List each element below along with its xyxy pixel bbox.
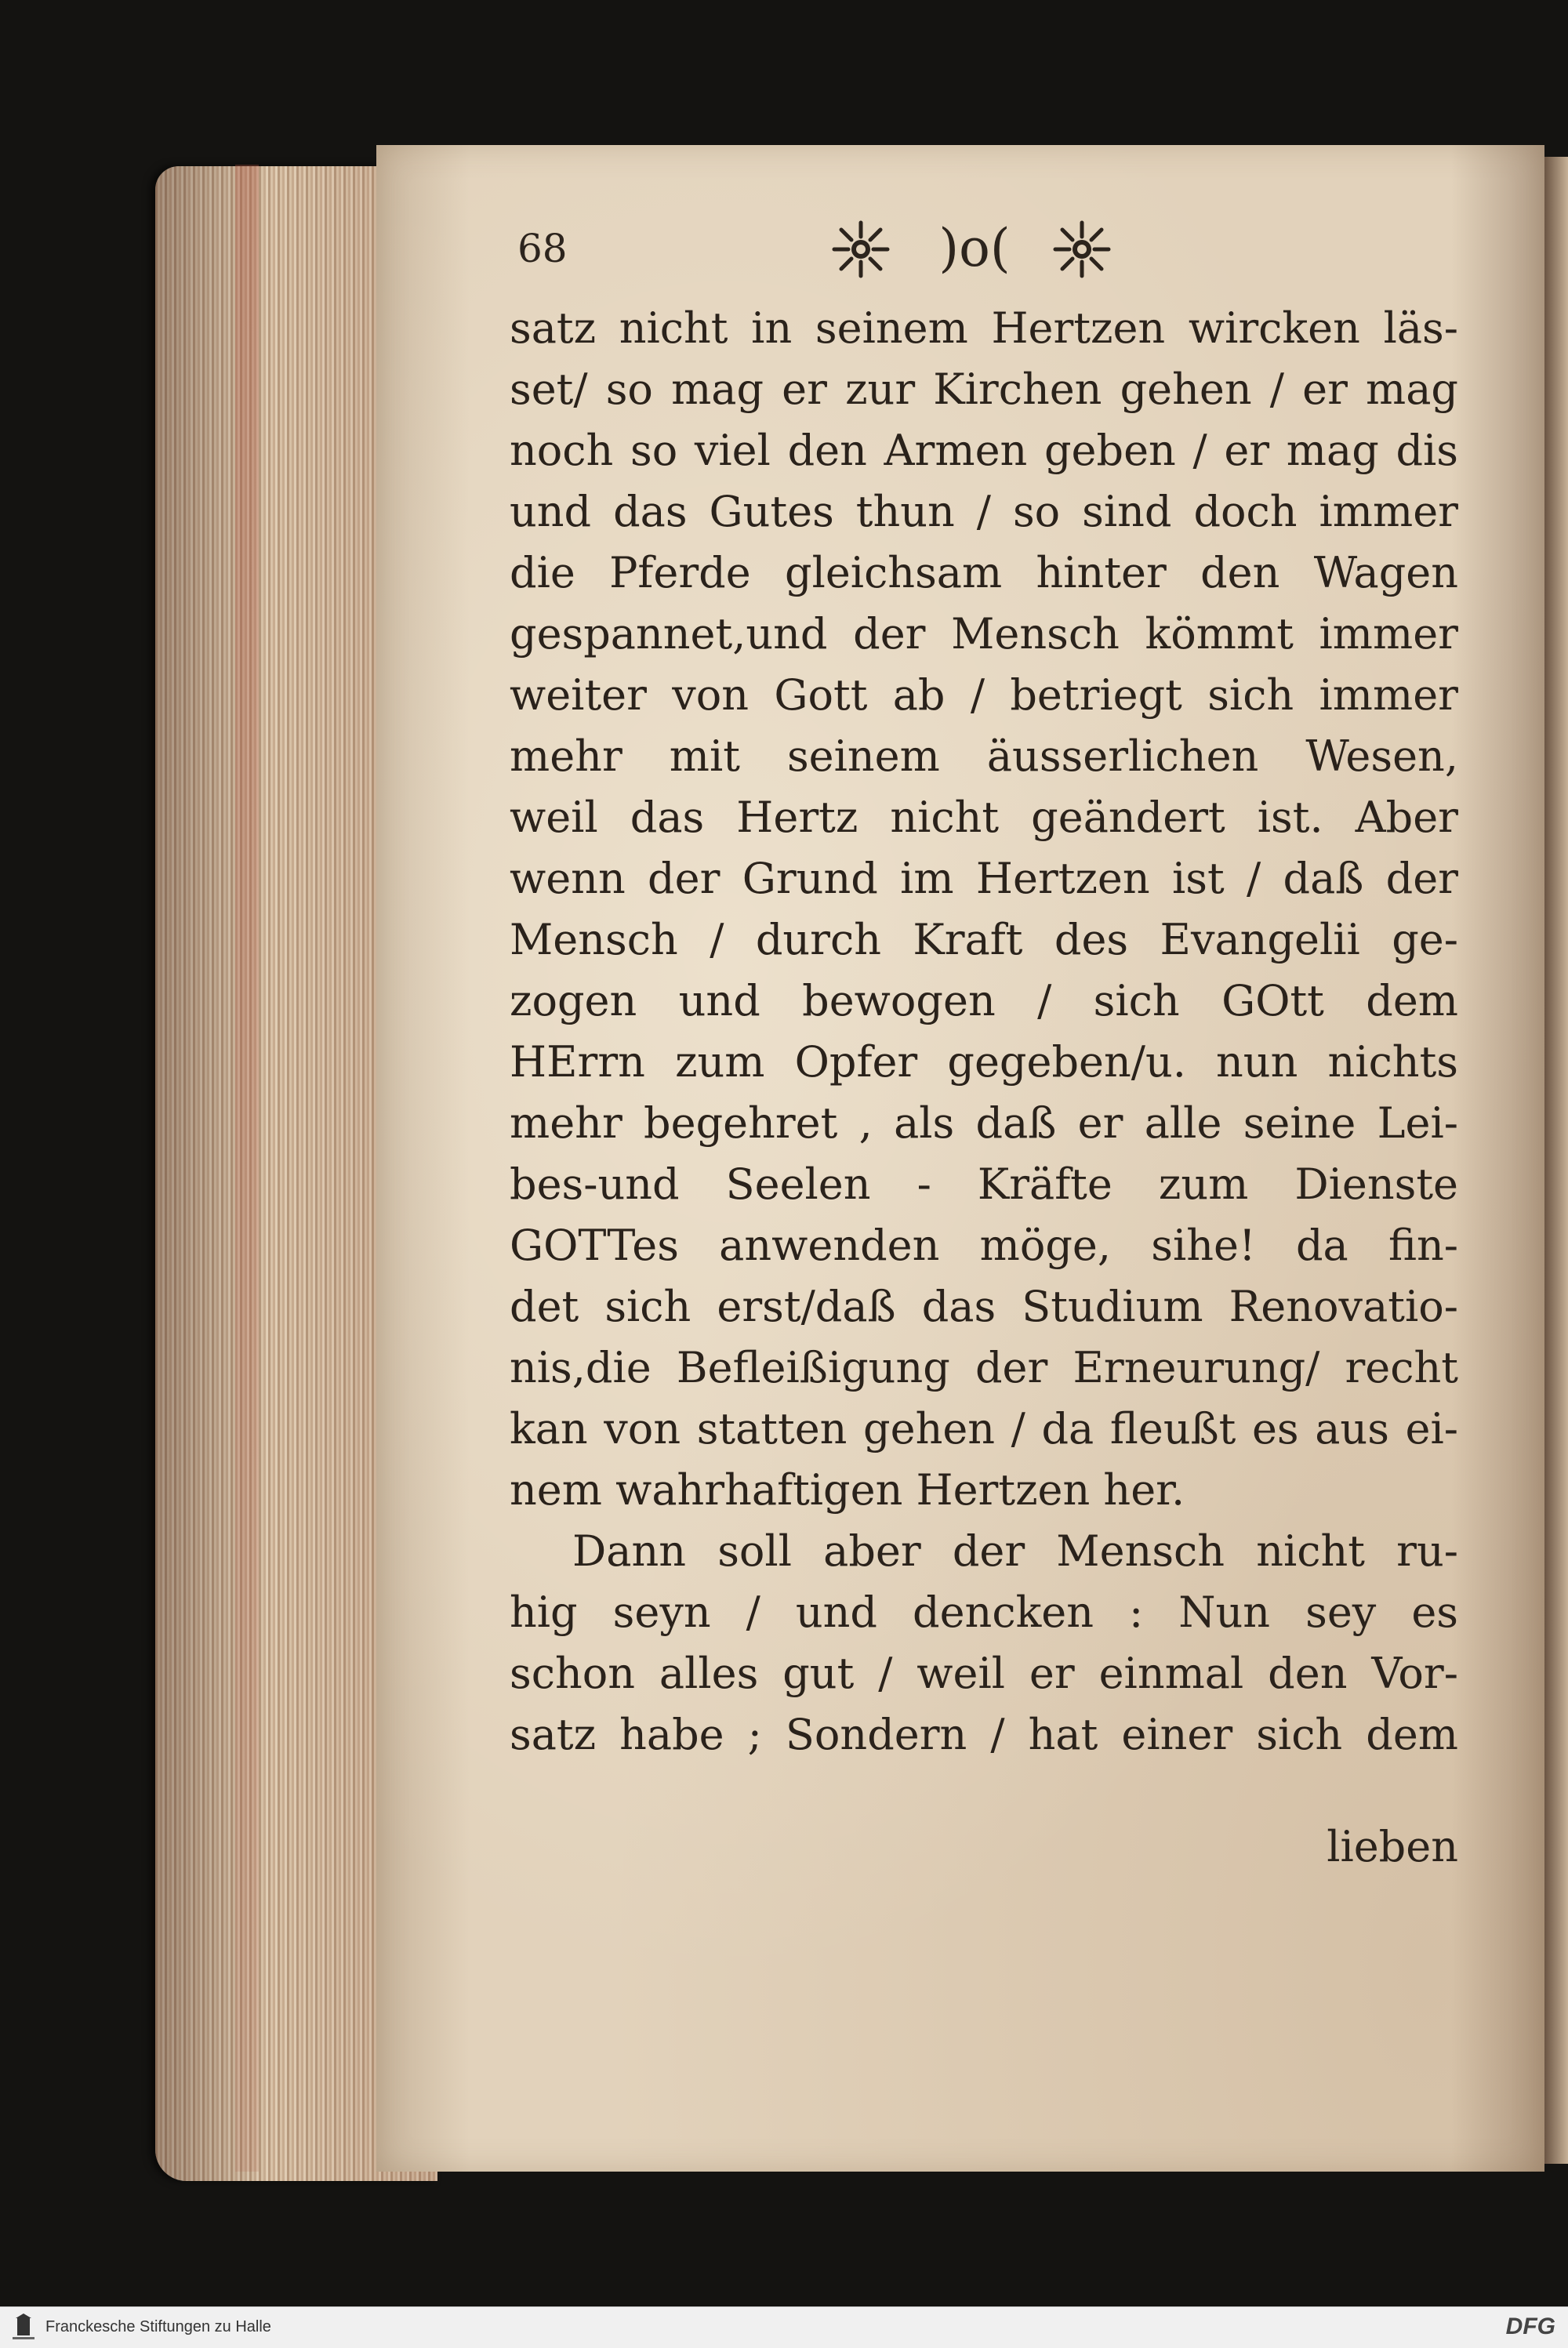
dfg-logo: DFG	[1505, 2314, 1555, 2339]
text-line: satz nicht in seinem Hertzen wircken läs-	[510, 303, 1458, 353]
text-line: GOTTes anwenden möge, sihe! da fin-	[510, 1221, 1458, 1270]
text-line: set/ so mag er zur Kirchen gehen / er mag	[510, 365, 1458, 414]
page-header	[510, 212, 1450, 282]
text-line: Dann soll aber der Mensch nicht ru-	[572, 1526, 1458, 1576]
red-edge-tint	[235, 165, 259, 2172]
text-line: weil das Hertz nicht geändert ist. Aber	[510, 793, 1458, 842]
floral-ornament-icon	[1051, 218, 1113, 281]
text-line: HErrn zum Opfer gegeben/u. nun nichts	[510, 1037, 1458, 1087]
text-line: und das Gutes thun / so sind doch immer	[510, 487, 1458, 536]
text-line: nem wahrhaftigen Hertzen her.	[510, 1465, 1185, 1515]
institution-logo-icon	[9, 2312, 38, 2343]
viewer-footer	[0, 2306, 1568, 2348]
catchword: lieben	[1327, 1822, 1458, 1871]
text-line: wenn der Grund im Hertzen ist / daß der	[510, 854, 1458, 903]
text-line: schon alles gut / weil er einmal den Vor-	[510, 1649, 1458, 1698]
text-line: mehr mit seinem äusserlichen Wesen,	[510, 731, 1458, 781]
text-line: zogen und bewogen / sich GOtt dem	[510, 976, 1458, 1025]
running-head: )o(	[938, 218, 1011, 278]
text-line: kan von statten gehen / da fleußt es aus ei-	[510, 1404, 1458, 1453]
text-line: satz habe ; Sondern / hat einer sich dem	[510, 1710, 1458, 1759]
page-number: 68	[517, 226, 568, 271]
text-line: gespannet,und der Mensch kömmt immer	[510, 609, 1458, 659]
text-line: nis,die Befleißigung der Erneurung/ recht	[510, 1343, 1458, 1392]
text-line: det sich erst/daß das Studium Renovatio-	[510, 1282, 1458, 1331]
body-text	[510, 298, 1458, 1766]
text-line: weiter von Gott ab / betriegt sich immer	[510, 670, 1458, 720]
facing-page-edge	[1544, 157, 1568, 2164]
floral-ornament-icon	[829, 218, 892, 281]
text-line: bes-und Seelen - Kräfte zum Dienste	[510, 1159, 1458, 1209]
institution-name: Franckesche Stiftungen zu Halle	[45, 2318, 271, 2335]
text-line: Mensch / durch Kraft des Evangelii ge-	[510, 915, 1458, 964]
text-line: hig seyn / und dencken : Nun sey es	[510, 1588, 1458, 1637]
text-line: noch so viel den Armen geben / er mag dis	[510, 426, 1458, 475]
text-line: die Pferde gleichsam hinter den Wagen	[510, 548, 1458, 597]
text-line: mehr begehret , als daß er alle seine Lei-	[510, 1098, 1458, 1148]
